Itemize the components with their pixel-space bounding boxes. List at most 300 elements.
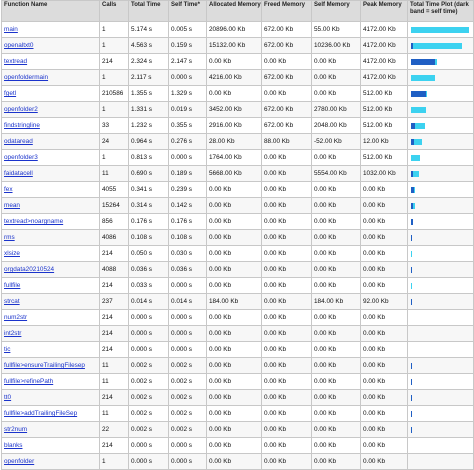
total-time-cell: 1.355 s bbox=[129, 86, 169, 102]
freed-memory-cell: 0.00 Kb bbox=[262, 150, 312, 166]
freed-memory-cell: 0.00 Kb bbox=[262, 230, 312, 246]
self-memory-cell: 0.00 Kb bbox=[312, 70, 361, 86]
total-time-band bbox=[411, 155, 420, 161]
calls-cell: 1 bbox=[100, 454, 129, 470]
table-row bbox=[2, 166, 474, 182]
total-time-cell: 0.690 s bbox=[129, 166, 169, 182]
self-time-band bbox=[411, 363, 412, 369]
table-row bbox=[2, 118, 474, 134]
self-time-band bbox=[411, 59, 435, 65]
calls-cell: 214 bbox=[100, 342, 129, 358]
table-row bbox=[2, 278, 474, 294]
time-plot-cell bbox=[408, 438, 474, 454]
calls-cell: 214 bbox=[100, 246, 129, 262]
allocated-memory-cell: 0.00 Kb bbox=[207, 262, 262, 278]
freed-memory-cell: 0.00 Kb bbox=[262, 358, 312, 374]
freed-memory-cell: 0.00 Kb bbox=[262, 246, 312, 262]
allocated-memory-cell: 28.00 Kb bbox=[207, 134, 262, 150]
total-time-band bbox=[411, 27, 469, 33]
table-row bbox=[2, 422, 474, 438]
self-memory-cell: 0.00 Kb bbox=[312, 374, 361, 390]
freed-memory-cell: 0.00 Kb bbox=[262, 278, 312, 294]
function-name-link[interactable]: fex bbox=[2, 182, 100, 198]
calls-cell: 4055 bbox=[100, 182, 129, 198]
self-time-cell: 0.002 s bbox=[169, 406, 207, 422]
allocated-memory-cell: 0.00 Kb bbox=[207, 454, 262, 470]
allocated-memory-cell: 184.00 Kb bbox=[207, 294, 262, 310]
total-time-cell: 0.002 s bbox=[129, 390, 169, 406]
total-time-band bbox=[414, 187, 415, 193]
col-self-memory[interactable]: Self Memory bbox=[312, 1, 361, 22]
self-time-cell: 0.014 s bbox=[169, 294, 207, 310]
col-total-time[interactable]: Total Time bbox=[129, 1, 169, 22]
col-function-name[interactable]: Function Name bbox=[2, 1, 100, 22]
time-plot-cell bbox=[408, 278, 474, 294]
function-name-link[interactable]: rms bbox=[2, 230, 100, 246]
self-time-cell: 1.329 s bbox=[169, 86, 207, 102]
peak-memory-cell: 0.00 Kb bbox=[361, 182, 408, 198]
self-memory-cell: 0.00 Kb bbox=[312, 342, 361, 358]
freed-memory-cell: 0.00 Kb bbox=[262, 342, 312, 358]
self-time-cell: 0.108 s bbox=[169, 230, 207, 246]
self-time-band bbox=[411, 299, 412, 305]
freed-memory-cell: 0.00 Kb bbox=[262, 182, 312, 198]
time-plot-cell bbox=[408, 54, 474, 70]
self-memory-cell: 0.00 Kb bbox=[312, 278, 361, 294]
time-bar bbox=[411, 107, 470, 113]
total-time-band bbox=[413, 43, 462, 49]
function-name-link[interactable]: orgdata20210524 bbox=[2, 262, 100, 278]
col-calls[interactable]: Calls bbox=[100, 1, 129, 22]
self-time-cell: 0.159 s bbox=[169, 38, 207, 54]
calls-cell: 214 bbox=[100, 390, 129, 406]
total-time-cell: 0.033 s bbox=[129, 278, 169, 294]
function-name-link[interactable]: odataread bbox=[2, 134, 100, 150]
function-name-link[interactable]: openaltxt0 bbox=[2, 38, 100, 54]
table-row bbox=[2, 214, 474, 230]
function-name-link[interactable]: num2str bbox=[2, 310, 100, 326]
calls-cell: 4086 bbox=[100, 230, 129, 246]
calls-cell: 11 bbox=[100, 358, 129, 374]
self-time-cell: 0.002 s bbox=[169, 422, 207, 438]
table-row bbox=[2, 406, 474, 422]
freed-memory-cell: 0.00 Kb bbox=[262, 438, 312, 454]
freed-memory-cell: 0.00 Kb bbox=[262, 294, 312, 310]
table-row bbox=[2, 38, 474, 54]
self-memory-cell: 0.00 Kb bbox=[312, 214, 361, 230]
function-name-link[interactable]: blanks bbox=[2, 438, 100, 454]
time-plot-cell bbox=[408, 246, 474, 262]
calls-cell: 11 bbox=[100, 374, 129, 390]
col-peak-memory[interactable]: Peak Memory bbox=[361, 1, 408, 22]
calls-cell: 214 bbox=[100, 54, 129, 70]
time-bar bbox=[411, 75, 470, 81]
total-time-cell: 0.002 s bbox=[129, 406, 169, 422]
self-memory-cell: 10236.00 Kb bbox=[312, 38, 361, 54]
time-plot-cell bbox=[408, 374, 474, 390]
time-plot-cell bbox=[408, 38, 474, 54]
total-time-cell: 0.314 s bbox=[129, 198, 169, 214]
self-time-band bbox=[411, 427, 412, 433]
allocated-memory-cell: 0.00 Kb bbox=[207, 358, 262, 374]
self-memory-cell: 5554.00 Kb bbox=[312, 166, 361, 182]
peak-memory-cell: 4172.00 Kb bbox=[361, 22, 408, 38]
total-time-cell: 4.563 s bbox=[129, 38, 169, 54]
time-plot-cell bbox=[408, 358, 474, 374]
col-freed-memory[interactable]: Freed Memory bbox=[262, 1, 312, 22]
total-time-cell: 0.176 s bbox=[129, 214, 169, 230]
col-self-time[interactable]: Self Time* bbox=[169, 1, 207, 22]
total-time-cell: 0.050 s bbox=[129, 246, 169, 262]
self-time-cell: 0.239 s bbox=[169, 182, 207, 198]
table-row bbox=[2, 22, 474, 38]
calls-cell: 24 bbox=[100, 134, 129, 150]
total-time-band bbox=[413, 203, 415, 209]
time-plot-cell bbox=[408, 198, 474, 214]
self-time-band bbox=[411, 379, 412, 385]
function-name-link[interactable]: main bbox=[2, 22, 100, 38]
peak-memory-cell: 0.00 Kb bbox=[361, 422, 408, 438]
self-memory-cell: 0.00 Kb bbox=[312, 358, 361, 374]
calls-cell: 210586 bbox=[100, 86, 129, 102]
time-bar bbox=[411, 251, 470, 257]
peak-memory-cell: 0.00 Kb bbox=[361, 214, 408, 230]
table-row bbox=[2, 390, 474, 406]
self-time-cell: 0.000 s bbox=[169, 454, 207, 470]
self-time-band bbox=[411, 411, 412, 417]
self-time-cell: 0.000 s bbox=[169, 326, 207, 342]
peak-memory-cell: 0.00 Kb bbox=[361, 310, 408, 326]
calls-cell: 214 bbox=[100, 310, 129, 326]
function-name-link[interactable]: openfolder bbox=[2, 454, 100, 470]
self-memory-cell: 0.00 Kb bbox=[312, 54, 361, 70]
peak-memory-cell: 512.00 Kb bbox=[361, 102, 408, 118]
time-bar bbox=[411, 43, 470, 49]
freed-memory-cell: 672.00 Kb bbox=[262, 70, 312, 86]
freed-memory-cell: 88.00 Kb bbox=[262, 134, 312, 150]
time-bar bbox=[411, 123, 470, 129]
table-row bbox=[2, 230, 474, 246]
peak-memory-cell: 1032.00 Kb bbox=[361, 166, 408, 182]
self-memory-cell: 2780.00 Kb bbox=[312, 102, 361, 118]
time-bar bbox=[411, 283, 470, 289]
calls-cell: 1 bbox=[100, 102, 129, 118]
time-plot-cell bbox=[408, 262, 474, 278]
function-name-link[interactable]: mean bbox=[2, 198, 100, 214]
freed-memory-cell: 0.00 Kb bbox=[262, 406, 312, 422]
function-name-link[interactable]: findstringline bbox=[2, 118, 100, 134]
self-memory-cell: 0.00 Kb bbox=[312, 262, 361, 278]
self-memory-cell: 55.00 Kb bbox=[312, 22, 361, 38]
total-time-band bbox=[415, 123, 425, 129]
total-time-band bbox=[414, 139, 422, 145]
time-bar bbox=[411, 363, 470, 369]
function-name-link[interactable]: fullfile bbox=[2, 278, 100, 294]
time-bar bbox=[411, 235, 470, 241]
peak-memory-cell: 92.00 Kb bbox=[361, 294, 408, 310]
function-name-link[interactable]: tic bbox=[2, 342, 100, 358]
table-row bbox=[2, 374, 474, 390]
allocated-memory-cell: 0.00 Kb bbox=[207, 326, 262, 342]
time-bar bbox=[411, 315, 470, 321]
peak-memory-cell: 0.00 Kb bbox=[361, 278, 408, 294]
self-memory-cell: -52.00 Kb bbox=[312, 134, 361, 150]
table-row bbox=[2, 294, 474, 310]
time-bar bbox=[411, 347, 470, 353]
table-row bbox=[2, 198, 474, 214]
allocated-memory-cell: 0.00 Kb bbox=[207, 214, 262, 230]
time-plot-cell bbox=[408, 310, 474, 326]
time-plot-cell bbox=[408, 182, 474, 198]
freed-memory-cell: 0.00 Kb bbox=[262, 454, 312, 470]
function-name-link[interactable]: fgetl bbox=[2, 86, 100, 102]
calls-cell: 856 bbox=[100, 214, 129, 230]
function-name-link[interactable]: fullfile>ensureTrailingFilesep bbox=[2, 358, 100, 374]
time-plot-cell bbox=[408, 86, 474, 102]
table-row bbox=[2, 342, 474, 358]
header-row bbox=[2, 1, 474, 22]
self-time-cell: 0.000 s bbox=[169, 342, 207, 358]
freed-memory-cell: 0.00 Kb bbox=[262, 198, 312, 214]
time-plot-cell bbox=[408, 406, 474, 422]
self-time-band bbox=[411, 267, 412, 273]
function-name-link[interactable]: str2num bbox=[2, 422, 100, 438]
total-time-band bbox=[413, 171, 419, 177]
total-time-cell: 0.000 s bbox=[129, 438, 169, 454]
self-time-cell: 0.000 s bbox=[169, 310, 207, 326]
time-bar bbox=[411, 171, 470, 177]
calls-cell: 33 bbox=[100, 118, 129, 134]
calls-cell: 214 bbox=[100, 278, 129, 294]
peak-memory-cell: 0.00 Kb bbox=[361, 230, 408, 246]
function-name-link[interactable]: openfoldermain bbox=[2, 70, 100, 86]
function-name-link[interactable]: openfolder2 bbox=[2, 102, 100, 118]
allocated-memory-cell: 0.00 Kb bbox=[207, 278, 262, 294]
function-name-link[interactable]: int2str bbox=[2, 326, 100, 342]
total-time-cell: 0.964 s bbox=[129, 134, 169, 150]
peak-memory-cell: 0.00 Kb bbox=[361, 374, 408, 390]
calls-cell: 11 bbox=[100, 166, 129, 182]
self-memory-cell: 0.00 Kb bbox=[312, 182, 361, 198]
time-plot-cell bbox=[408, 134, 474, 150]
table-row bbox=[2, 70, 474, 86]
table-row bbox=[2, 310, 474, 326]
time-bar bbox=[411, 299, 470, 305]
allocated-memory-cell: 0.00 Kb bbox=[207, 406, 262, 422]
peak-memory-cell: 0.00 Kb bbox=[361, 390, 408, 406]
freed-memory-cell: 0.00 Kb bbox=[262, 214, 312, 230]
time-plot-cell bbox=[408, 150, 474, 166]
time-bar bbox=[411, 203, 470, 209]
allocated-memory-cell: 0.00 Kb bbox=[207, 182, 262, 198]
self-time-cell: 0.276 s bbox=[169, 134, 207, 150]
function-name-link[interactable]: xlsize bbox=[2, 246, 100, 262]
allocated-memory-cell: 0.00 Kb bbox=[207, 374, 262, 390]
self-memory-cell: 0.00 Kb bbox=[312, 246, 361, 262]
function-name-link[interactable]: strcat bbox=[2, 294, 100, 310]
self-time-band bbox=[411, 219, 413, 225]
time-bar bbox=[411, 331, 470, 337]
freed-memory-cell: 0.00 Kb bbox=[262, 422, 312, 438]
calls-cell: 22 bbox=[100, 422, 129, 438]
calls-cell: 1 bbox=[100, 70, 129, 86]
allocated-memory-cell: 15132.00 Kb bbox=[207, 38, 262, 54]
self-time-cell: 0.030 s bbox=[169, 246, 207, 262]
table-row bbox=[2, 54, 474, 70]
peak-memory-cell: 512.00 Kb bbox=[361, 86, 408, 102]
allocated-memory-cell: 0.00 Kb bbox=[207, 246, 262, 262]
freed-memory-cell: 672.00 Kb bbox=[262, 38, 312, 54]
freed-memory-cell: 0.00 Kb bbox=[262, 86, 312, 102]
calls-cell: 214 bbox=[100, 438, 129, 454]
peak-memory-cell: 0.00 Kb bbox=[361, 406, 408, 422]
self-time-band bbox=[411, 235, 412, 241]
allocated-memory-cell: 0.00 Kb bbox=[207, 198, 262, 214]
freed-memory-cell: 0.00 Kb bbox=[262, 390, 312, 406]
col-allocated-memory[interactable]: Allocated Memory bbox=[207, 1, 262, 22]
function-name-link[interactable]: tt0 bbox=[2, 390, 100, 406]
time-plot-cell bbox=[408, 454, 474, 470]
self-time-cell: 0.019 s bbox=[169, 102, 207, 118]
peak-memory-cell: 4172.00 Kb bbox=[361, 38, 408, 54]
table-row bbox=[2, 150, 474, 166]
self-memory-cell: 0.00 Kb bbox=[312, 406, 361, 422]
self-time-cell: 0.000 s bbox=[169, 70, 207, 86]
freed-memory-cell: 672.00 Kb bbox=[262, 22, 312, 38]
time-plot-cell bbox=[408, 342, 474, 358]
total-time-cell: 0.000 s bbox=[129, 310, 169, 326]
total-time-cell: 2.324 s bbox=[129, 54, 169, 70]
self-time-cell: 0.189 s bbox=[169, 166, 207, 182]
allocated-memory-cell: 4216.00 Kb bbox=[207, 70, 262, 86]
self-time-cell: 0.176 s bbox=[169, 214, 207, 230]
time-bar bbox=[411, 91, 470, 97]
freed-memory-cell: 0.00 Kb bbox=[262, 54, 312, 70]
table-row bbox=[2, 134, 474, 150]
total-time-cell: 1.232 s bbox=[129, 118, 169, 134]
function-name-link[interactable]: textread bbox=[2, 54, 100, 70]
peak-memory-cell: 0.00 Kb bbox=[361, 246, 408, 262]
function-name-link[interactable]: textread>noargname bbox=[2, 214, 100, 230]
time-plot-cell bbox=[408, 390, 474, 406]
col-total-time-plot: Total Time Plot (dark band = self time) bbox=[408, 1, 474, 22]
total-time-cell: 0.000 s bbox=[129, 454, 169, 470]
self-time-cell: 0.005 s bbox=[169, 22, 207, 38]
self-memory-cell: 0.00 Kb bbox=[312, 230, 361, 246]
peak-memory-cell: 0.00 Kb bbox=[361, 342, 408, 358]
total-time-band bbox=[435, 59, 437, 65]
allocated-memory-cell: 0.00 Kb bbox=[207, 310, 262, 326]
freed-memory-cell: 0.00 Kb bbox=[262, 166, 312, 182]
calls-cell: 15264 bbox=[100, 198, 129, 214]
allocated-memory-cell: 0.00 Kb bbox=[207, 230, 262, 246]
time-bar bbox=[411, 267, 470, 273]
time-plot-cell bbox=[408, 294, 474, 310]
self-memory-cell: 0.00 Kb bbox=[312, 422, 361, 438]
freed-memory-cell: 672.00 Kb bbox=[262, 102, 312, 118]
peak-memory-cell: 0.00 Kb bbox=[361, 198, 408, 214]
calls-cell: 11 bbox=[100, 406, 129, 422]
time-bar bbox=[411, 443, 470, 449]
time-bar bbox=[411, 155, 470, 161]
function-name-link[interactable]: openfolder3 bbox=[2, 150, 100, 166]
allocated-memory-cell: 20896.00 Kb bbox=[207, 22, 262, 38]
peak-memory-cell: 512.00 Kb bbox=[361, 118, 408, 134]
self-memory-cell: 0.00 Kb bbox=[312, 86, 361, 102]
freed-memory-cell: 0.00 Kb bbox=[262, 326, 312, 342]
self-time-cell: 0.002 s bbox=[169, 374, 207, 390]
function-name-link[interactable]: fullfile>refinePath bbox=[2, 374, 100, 390]
self-memory-cell: 0.00 Kb bbox=[312, 310, 361, 326]
total-time-cell: 0.000 s bbox=[129, 342, 169, 358]
table-row bbox=[2, 102, 474, 118]
total-time-cell: 0.108 s bbox=[129, 230, 169, 246]
self-memory-cell: 0.00 Kb bbox=[312, 438, 361, 454]
time-plot-cell bbox=[408, 166, 474, 182]
time-plot-cell bbox=[408, 230, 474, 246]
total-time-cell: 0.002 s bbox=[129, 422, 169, 438]
self-time-cell: 0.000 s bbox=[169, 438, 207, 454]
self-time-band bbox=[411, 91, 426, 97]
total-time-band bbox=[411, 107, 426, 113]
self-time-cell: 0.002 s bbox=[169, 390, 207, 406]
peak-memory-cell: 0.00 Kb bbox=[361, 454, 408, 470]
self-time-cell: 0.000 s bbox=[169, 278, 207, 294]
time-bar bbox=[411, 411, 470, 417]
self-memory-cell: 0.00 Kb bbox=[312, 326, 361, 342]
total-time-cell: 0.813 s bbox=[129, 150, 169, 166]
calls-cell: 237 bbox=[100, 294, 129, 310]
time-bar bbox=[411, 187, 470, 193]
total-time-band bbox=[411, 75, 435, 81]
calls-cell: 214 bbox=[100, 326, 129, 342]
total-time-cell: 2.117 s bbox=[129, 70, 169, 86]
allocated-memory-cell: 0.00 Kb bbox=[207, 422, 262, 438]
total-time-cell: 1.331 s bbox=[129, 102, 169, 118]
peak-memory-cell: 4172.00 Kb bbox=[361, 54, 408, 70]
allocated-memory-cell: 2916.00 Kb bbox=[207, 118, 262, 134]
table-row bbox=[2, 454, 474, 470]
time-bar bbox=[411, 427, 470, 433]
total-time-cell: 5.174 s bbox=[129, 22, 169, 38]
self-memory-cell: 0.00 Kb bbox=[312, 198, 361, 214]
calls-cell: 1 bbox=[100, 22, 129, 38]
peak-memory-cell: 0.00 Kb bbox=[361, 262, 408, 278]
time-bar bbox=[411, 395, 470, 401]
freed-memory-cell: 0.00 Kb bbox=[262, 262, 312, 278]
time-plot-cell bbox=[408, 102, 474, 118]
total-time-cell: 0.014 s bbox=[129, 294, 169, 310]
function-name-link[interactable]: faidatacell bbox=[2, 166, 100, 182]
time-plot-cell bbox=[408, 214, 474, 230]
time-plot-cell bbox=[408, 326, 474, 342]
allocated-memory-cell: 0.00 Kb bbox=[207, 54, 262, 70]
peak-memory-cell: 0.00 Kb bbox=[361, 358, 408, 374]
table-row bbox=[2, 326, 474, 342]
self-time-cell: 0.002 s bbox=[169, 358, 207, 374]
calls-cell: 1 bbox=[100, 150, 129, 166]
table-row bbox=[2, 358, 474, 374]
allocated-memory-cell: 0.00 Kb bbox=[207, 390, 262, 406]
total-time-cell: 0.000 s bbox=[129, 326, 169, 342]
self-time-cell: 2.147 s bbox=[169, 54, 207, 70]
self-memory-cell: 2048.00 Kb bbox=[312, 118, 361, 134]
time-bar bbox=[411, 59, 470, 65]
function-name-link[interactable]: fullfile>addTrailingFileSep bbox=[2, 406, 100, 422]
time-bar bbox=[411, 459, 470, 465]
self-time-cell: 0.036 s bbox=[169, 262, 207, 278]
table-row bbox=[2, 438, 474, 454]
